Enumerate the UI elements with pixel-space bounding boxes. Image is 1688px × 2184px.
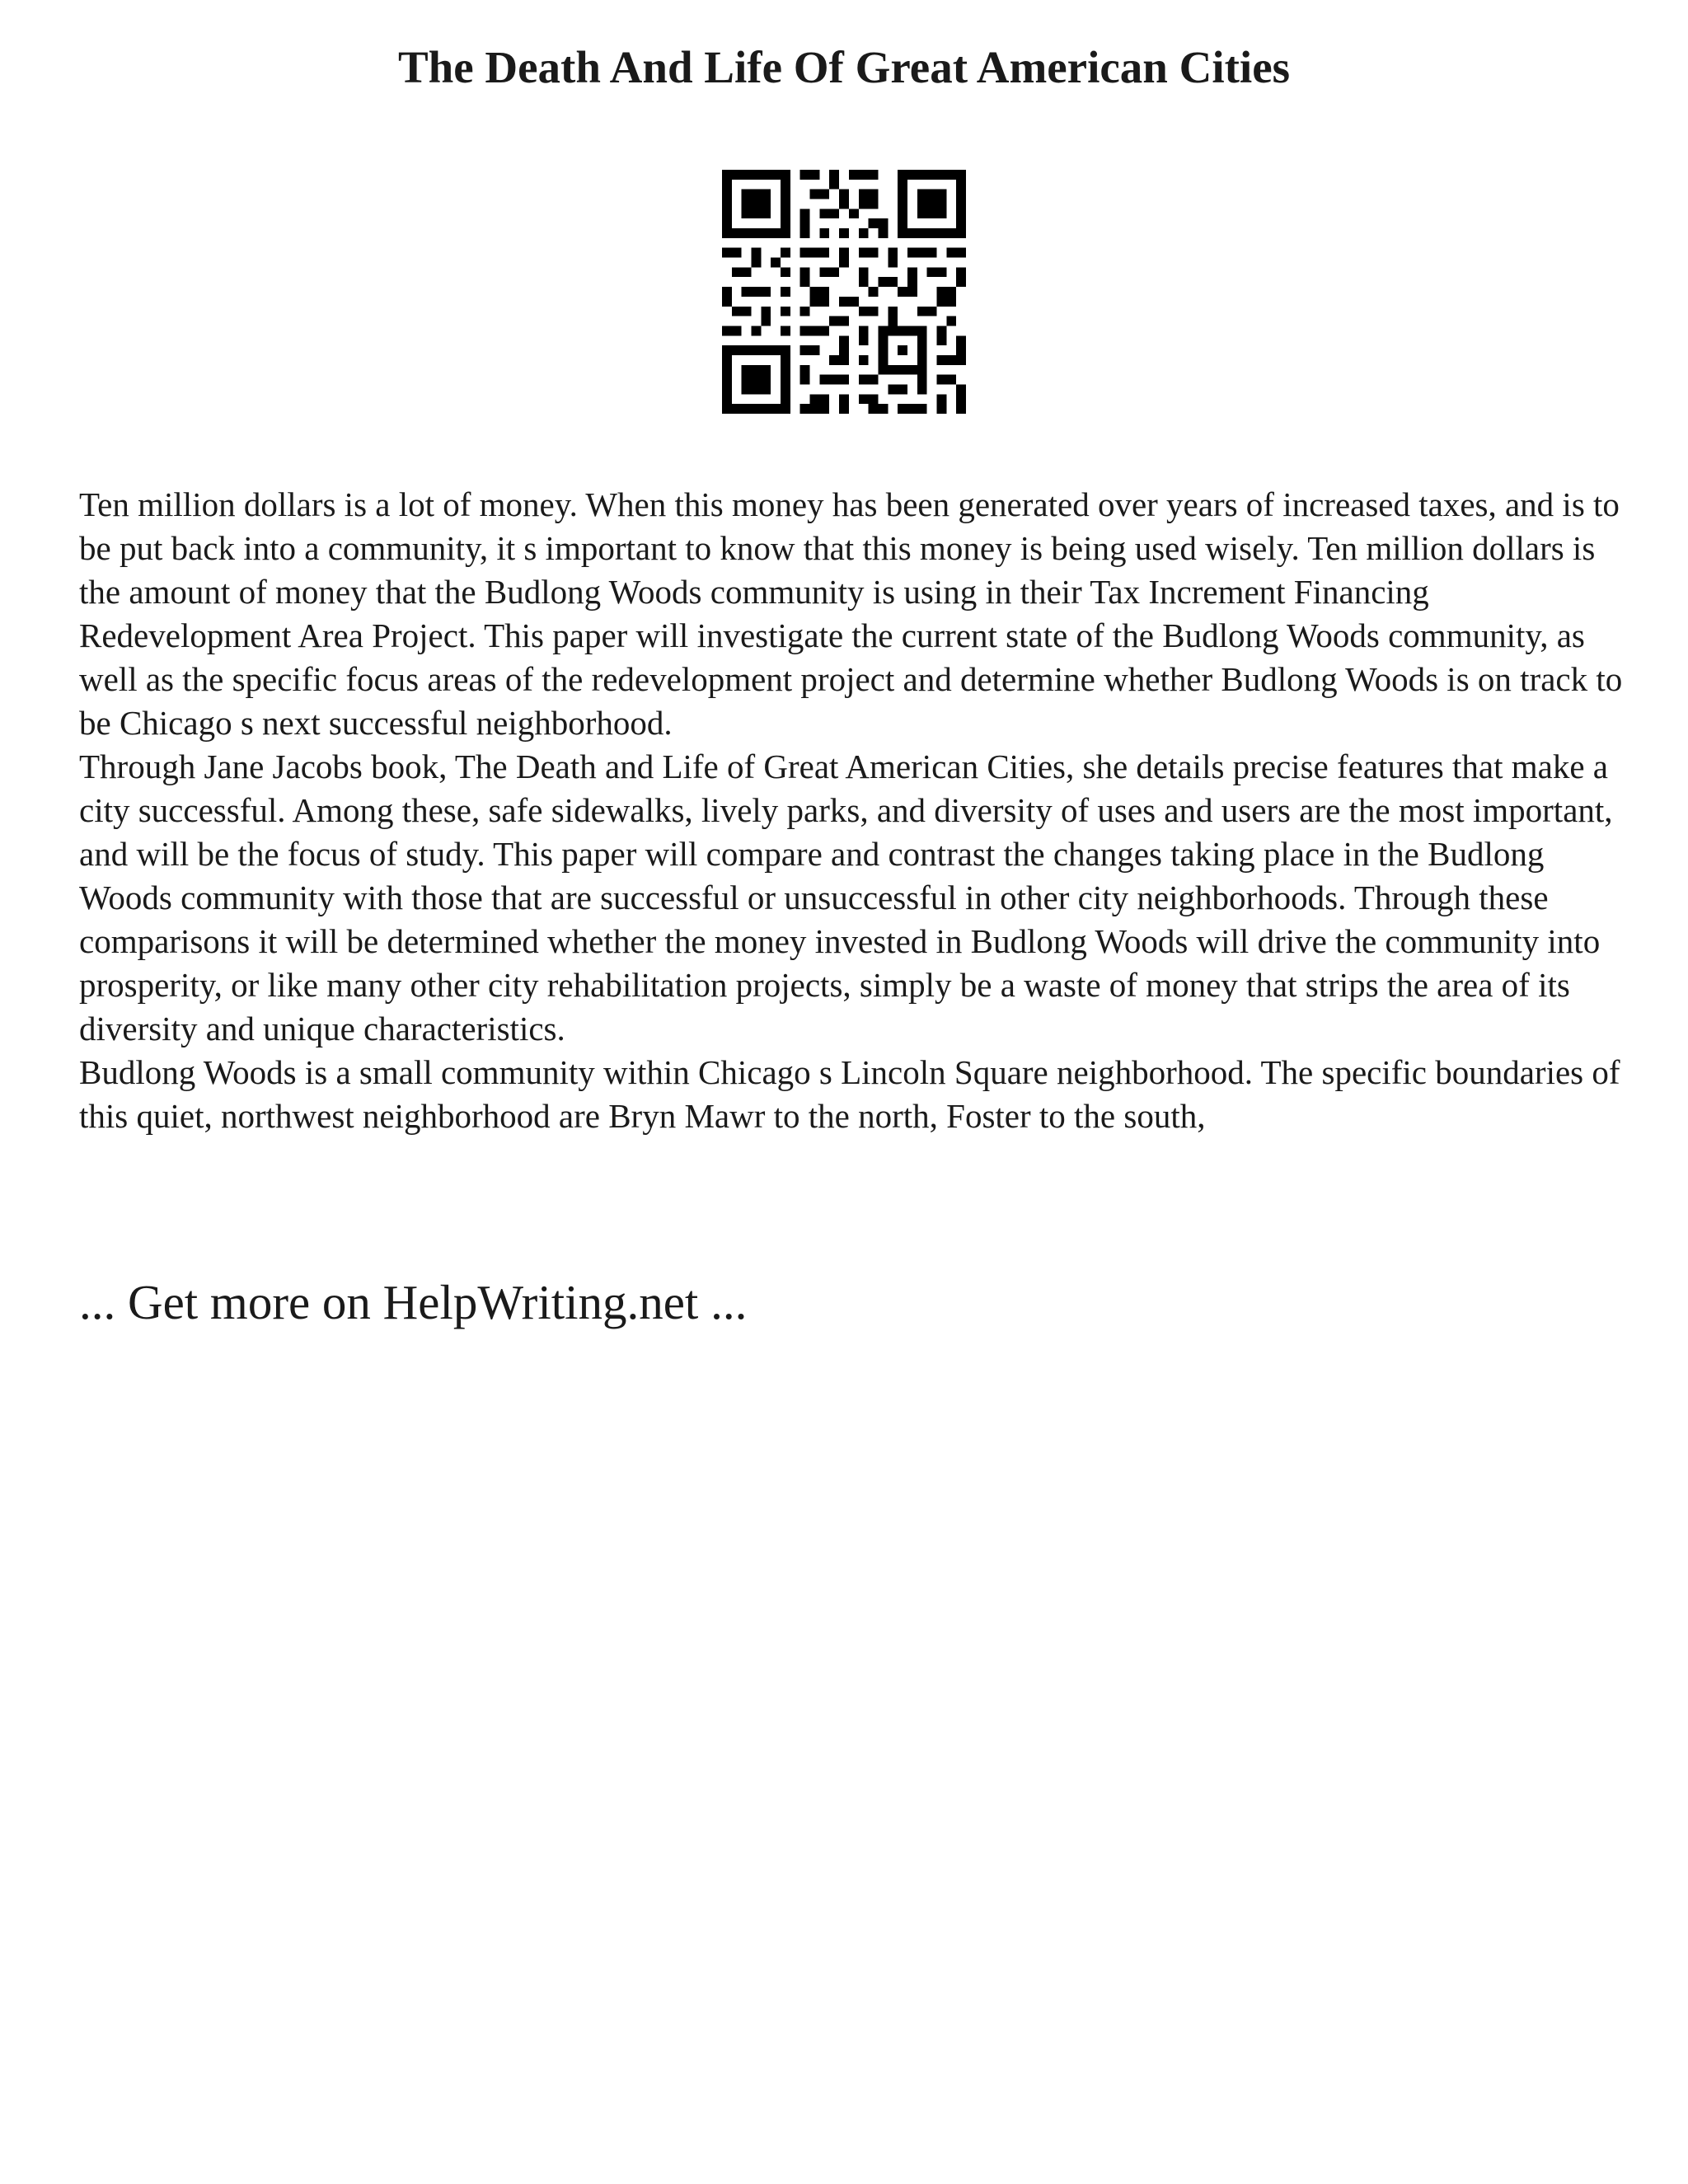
qr-code-icon: [722, 170, 966, 414]
document-title: The Death And Life Of Great American Cities: [397, 42, 1291, 92]
paragraph: Budlong Woods is a small community within Chicago s Lincoln Square neighborhood. The specific boundaries of this quiet, northwest neighborhood are Bryn Mawr to the north, Foster to the south,: [79, 1053, 1620, 1135]
get-more-link[interactable]: ... Get more on HelpWriting.net ...: [79, 1275, 748, 1329]
paragraph: Through Jane Jacobs book, The Death and Life of Great American Cities, she details precise features that make a city successful. Among these, safe sidewalks, lively parks, and diversity of uses and users are the most important, and will be the focus of study. This paper will compare and contrast the changes taking place in the Budlong Woods community with those that are successful or unsuccessful in other city neighborhoods. Through these comparisons it will be determined whether the money invested in Budlong Woods will drive the community into prosperity, or like many other city rehabilitation projects, simply be a waste of money that strips the area of its diversity and unique characteristics.: [79, 748, 1613, 1047]
paragraph: Ten million dollars is a lot of money. When this money has been generated over years of increased taxes, and is to be put back into a community, it s important to know that this money is being used wisely. Ten million dollars is the amount of money that the Budlong Woods community is using in their Tax Increment Financing Redevelopment Area Project. This paper will investigate the current state of the Budlong Woods community, as well as the specific focus areas of the redevelopment project and determine whether Budlong Woods is on track to be Chicago s next successful neighborhood.: [79, 485, 1623, 742]
article-body: [79, 483, 1629, 1138]
